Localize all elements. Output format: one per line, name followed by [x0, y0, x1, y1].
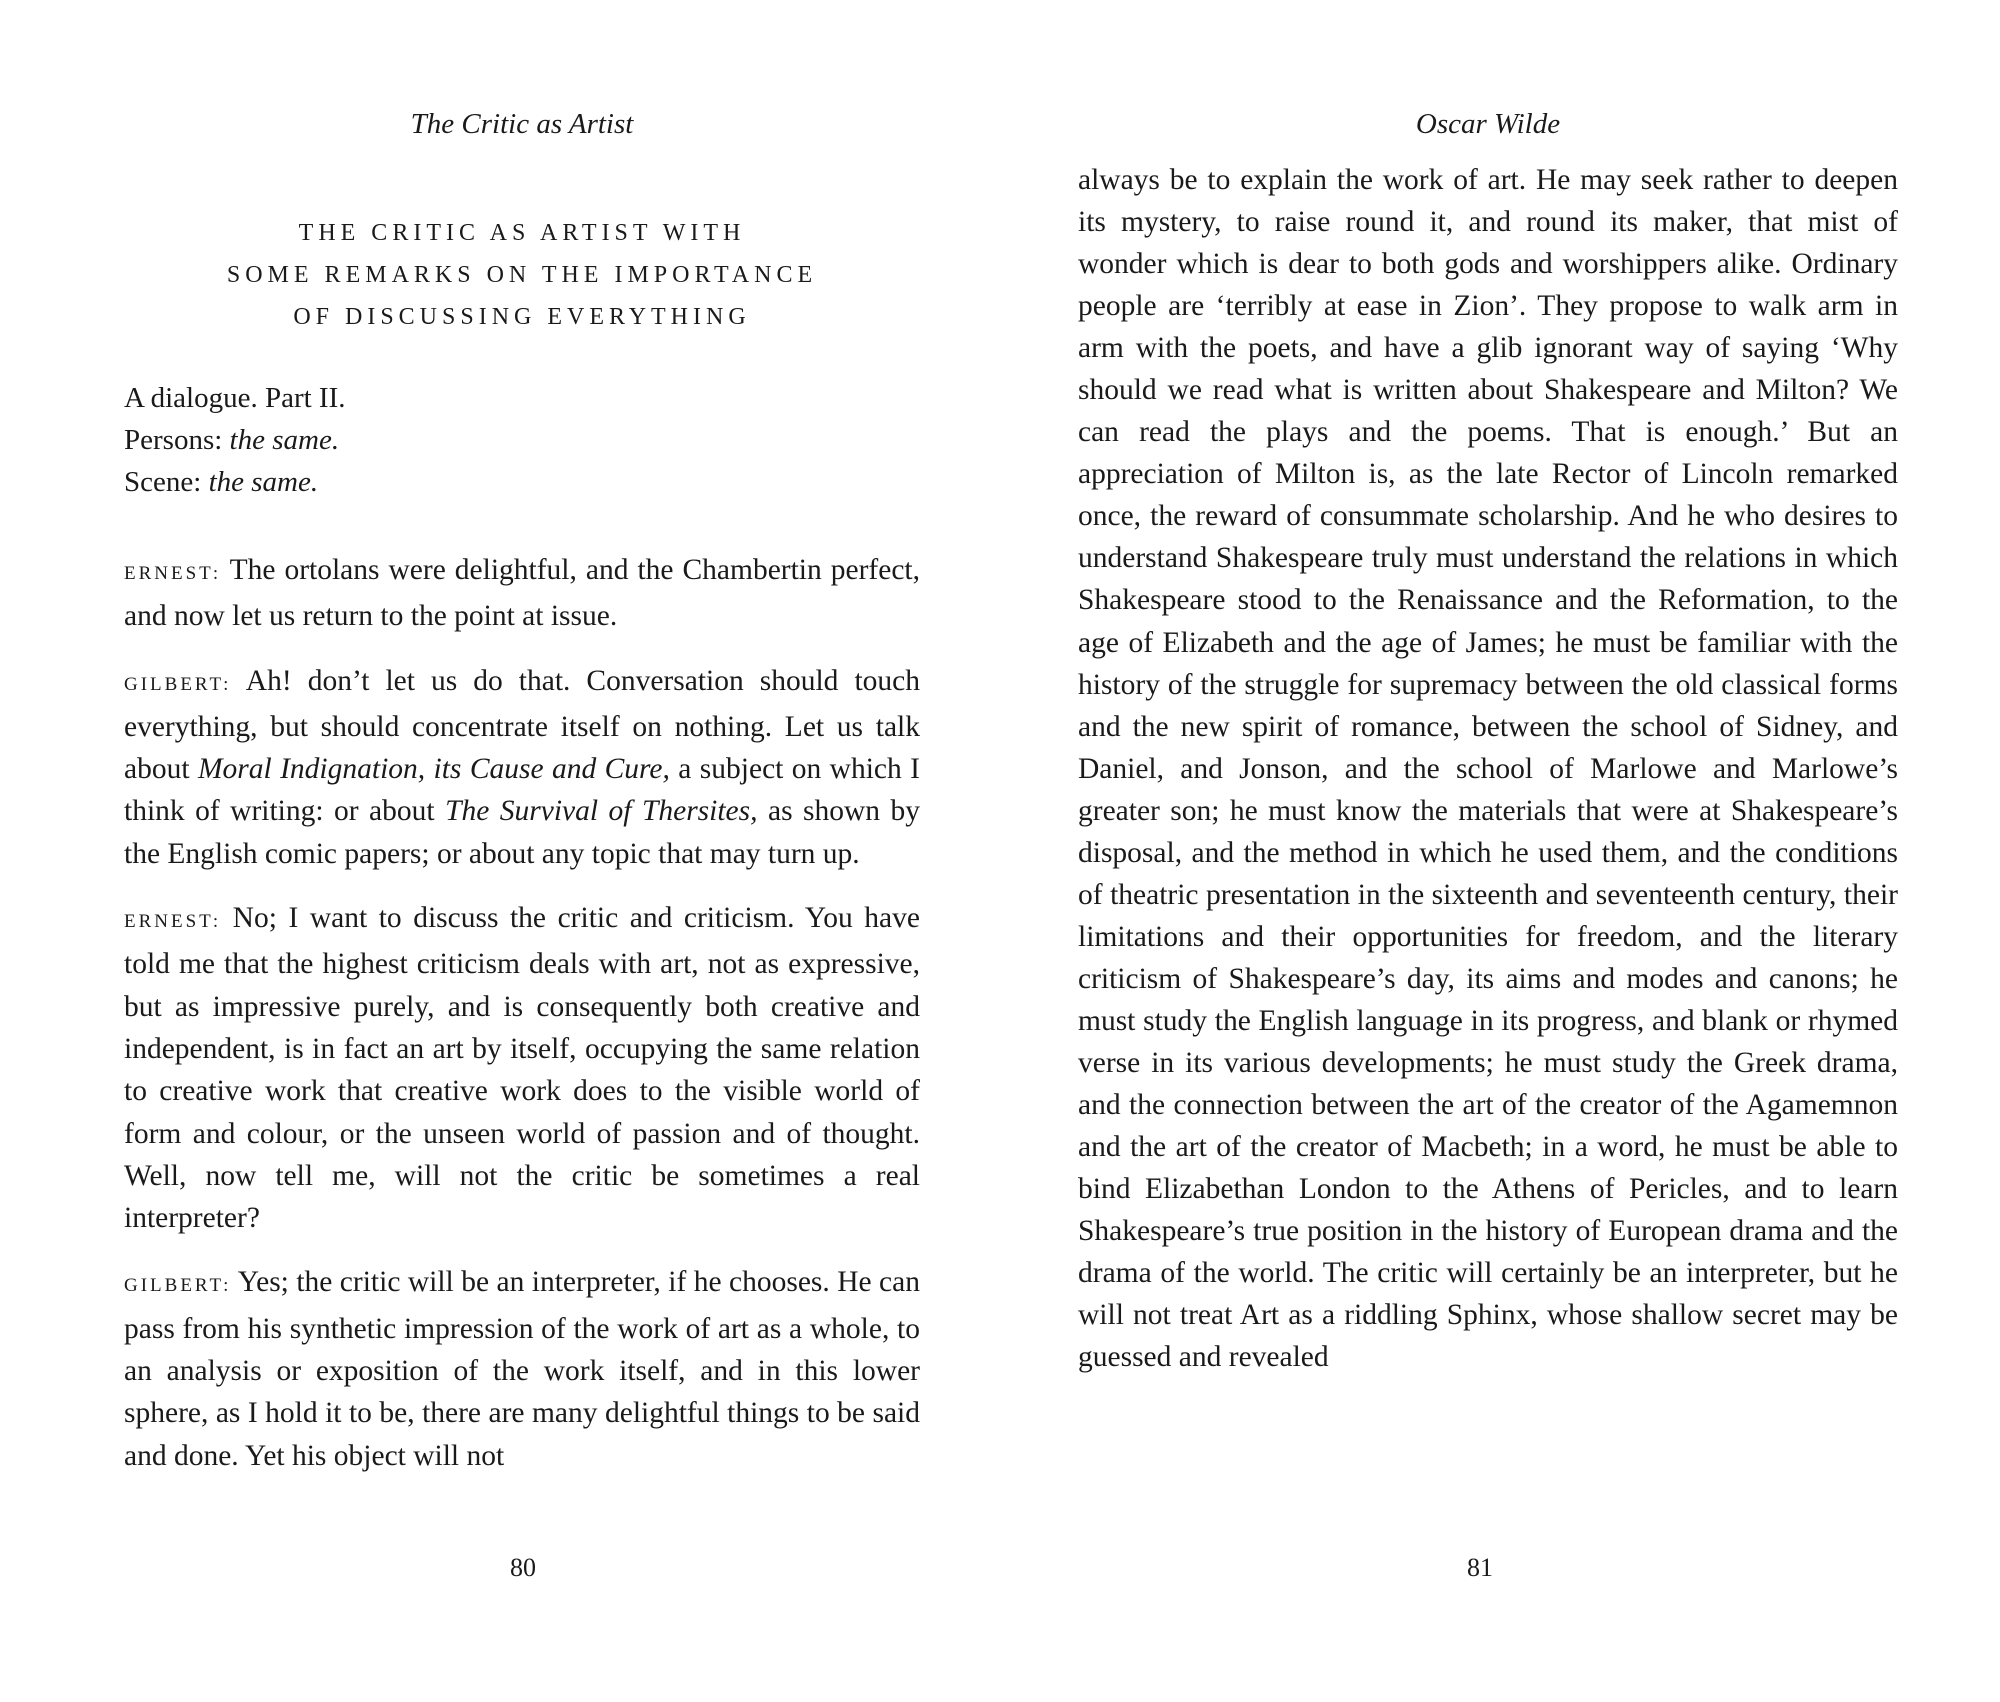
speaker-ernest: ERNEST:: [124, 563, 222, 584]
paragraph-ernest-1: [124, 549, 920, 638]
essay-title: [122, 212, 922, 338]
dialogue-intro: [124, 377, 345, 503]
title-line-2: SOME REMARKS ON THE IMPORTANCE: [226, 262, 818, 288]
scene-label: Scene:: [124, 466, 209, 498]
speech-text: The ortolans were delightful, and the Chambertin perfect, and now let us return to the point at issue.: [124, 554, 920, 633]
speech-text: No; I want to discuss the critic and criticism. You have told me that the highest criticism deals with art, not as expressive, but as impressive purely, and is consequently both creative and independent, is in fact an art by itself, occupying the same relation to creative work that creative work does to the visible world of form and colour, or the unseen world of passion and of thought. Well, now tell me, will not the critic be sometimes a real interpreter?: [124, 902, 920, 1235]
scene-value: the same.: [208, 466, 319, 498]
speaker-gilbert: GILBERT:: [124, 673, 232, 695]
speaker-gilbert: GILBERT:: [124, 1275, 232, 1297]
title-line-3: OF DISCUSSING EVERYTHING: [293, 304, 751, 330]
speech-text: as shown by the English comic papers; or about any topic that may turn up.: [124, 795, 921, 870]
part-line: A dialogue. Part II.: [124, 382, 346, 414]
speech-text: a subject on which I think of writing: or about: [124, 753, 920, 828]
right-page: [1000, 0, 2000, 1702]
paragraph-gilbert-2: [124, 1261, 920, 1476]
running-head-right: Oscar Wilde: [1415, 108, 1561, 140]
page-number-right: 81: [1467, 1553, 1493, 1582]
dialogue-body: [124, 549, 920, 1499]
body-text: always be to explain the work of art. He may seek rather to deepen its mystery, to raise round it, and round its maker, that mist of wonder which is dear to both gods and worshippers alike. Ordinary people are ‘terribly at ease in Zion’. They propose to walk arm in arm with the poets, and have a glib ignorant way of saying ‘Why should we read what is written about Shakespeare and Milton? We can read the plays and the poems. That is enough.’ But an appreciation of Milton is, as the late Rector of Lincoln remarked once, the reward of consummate scholarship. And he who desires to understand Shakespeare truly must understand the relations in which Shakespeare stood to the Renaissance and the Reformation, to the age of Elizabeth and the age of James; he must be familiar with the history of the struggle for supremacy between the old classical forms and the new spirit of romance, between the school of Sidney, and Daniel, and Jonson, and the school of Marlowe and Marlowe’s greater son; he must know the materials that were at Shakespeare’s disposal, and the method in which he used them, and the conditions of theatric presentation in the sixteenth and seventeenth century, their limitations and their opportunities for freedom, and the literary criticism of Shakespeare’s day, its aims and modes and canons; he must study the English language in its progress, and blank or rhymed verse in its various developments; he must study the Greek drama, and the connection between the art of the creator of the Agamemnon and the art of the creator of Macbeth; in a word, he must be able to bind Elizabethan London to the Athens of Pericles, and to learn Shakespeare’s true position in the history of European drama and the drama of the world. The critic will certainly be an interpreter, but he will not treat Art as a riddling Sphinx, whose shallow secret may be guessed and revealed: [1078, 164, 1898, 1374]
paragraph-gilbert-1: [124, 660, 920, 875]
speech-text: Ah! don’t let us do that. Conversation should touch everything, but should concentrate itself on nothing. Let us talk about: [124, 664, 920, 786]
italic-title: The Survival of Thersites,: [445, 795, 758, 828]
speaker-ernest: ERNEST:: [124, 911, 222, 933]
scene-line: [124, 461, 345, 503]
page-number-left: 80: [510, 1553, 536, 1582]
persons-value: the same.: [229, 424, 340, 456]
persons-line: [124, 419, 345, 461]
speech-text: Yes; the critic will be an interpreter, if he chooses. He can pass from his synthetic impression of the work of art as a whole, to an analysis or exposition of the work itself, and in this lower sphere, as I hold it to be, there are many delightful things to be said and done. Yet his object will not: [124, 1266, 920, 1472]
paragraph-ernest-2: [124, 897, 920, 1239]
title-line-1: THE CRITIC AS ARTIST WITH: [298, 220, 746, 246]
persons-label: Persons:: [124, 424, 230, 456]
italic-title: Moral Indignation, its Cause and Cure,: [197, 753, 670, 786]
running-head-left: The Critic as Artist: [410, 108, 634, 140]
